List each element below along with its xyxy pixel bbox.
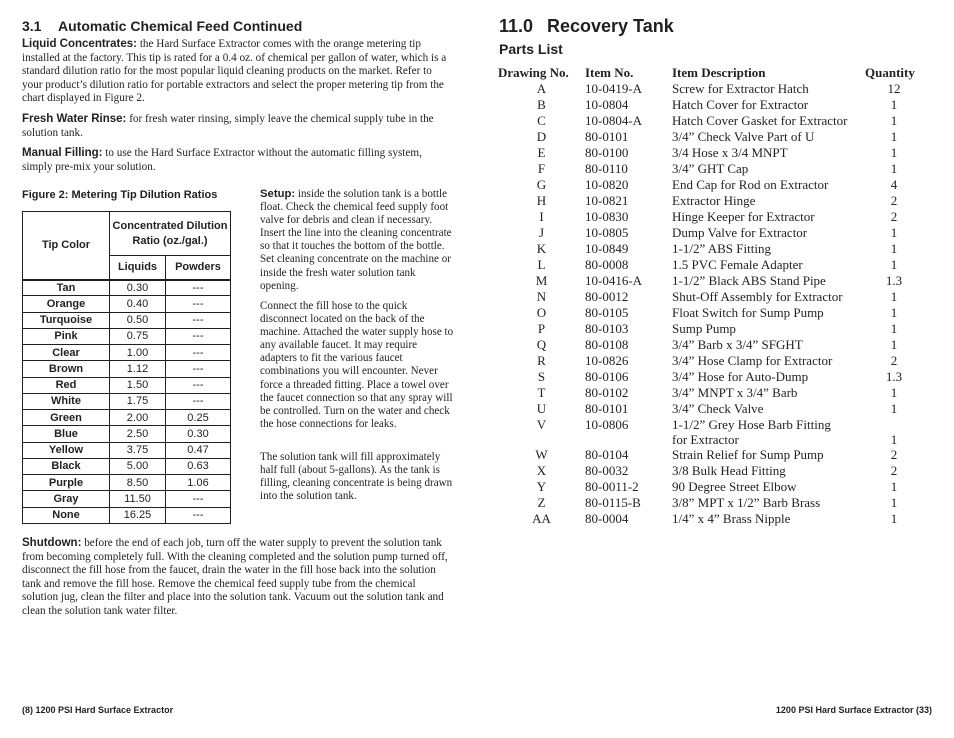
- figure-caption: Figure 2: Metering Tip Dilution Ratios: [22, 189, 218, 201]
- item-description-text: 3/4” MNPT x 3/4” Barb: [672, 385, 798, 400]
- item-description-text: Hatch Cover for Extractor: [672, 97, 809, 112]
- parts-row: [498, 145, 923, 161]
- item-description-text: Dump Valve for Extractor: [672, 225, 808, 240]
- quantity-cell: 12: [887, 81, 901, 96]
- item-description-text: 1-1/2” Black ABS Stand Pipe: [672, 273, 826, 288]
- parts-row: [498, 463, 923, 479]
- drawing-no-cell: J: [538, 225, 545, 240]
- item-description-text: 3/4 Hose x 3/4 MNPT: [672, 145, 788, 160]
- tip-color-cell: Blue: [23, 426, 110, 442]
- powders-cell: ---: [166, 296, 231, 312]
- setup-lead: Setup:: [260, 188, 296, 200]
- item-description-cell: [672, 129, 865, 145]
- left-section-number: 3.1: [22, 18, 42, 34]
- drawing-no-cell: I: [539, 209, 544, 224]
- parts-row: [498, 161, 923, 177]
- item-description-cell: [672, 369, 865, 385]
- parts-row: [498, 129, 923, 145]
- quantity-cell: 1: [890, 337, 898, 352]
- item-no-cell: 80-0101: [585, 129, 629, 144]
- liquids-cell: 5.00: [110, 458, 166, 474]
- item-no-header: Item No.: [585, 64, 634, 80]
- left-section-heading: [22, 18, 302, 34]
- parts-row: [498, 97, 923, 113]
- dilution-table-body: [23, 280, 231, 524]
- item-description-cell: [672, 113, 865, 129]
- shutdown-paragraph: [22, 537, 454, 619]
- liquids-cell: 1.00: [110, 345, 166, 361]
- item-no-cell: 80-0115-B: [585, 495, 641, 510]
- dilution-row: [23, 442, 231, 458]
- item-no-cell: 80-0100: [585, 145, 629, 160]
- item-no-cell: 80-0101: [585, 401, 629, 416]
- drawing-no-cell: W: [535, 447, 548, 462]
- powders-cell: ---: [166, 507, 231, 523]
- drawing-no-cell: Q: [536, 337, 547, 352]
- parts-row: [498, 177, 923, 193]
- item-description-text: End Cap for Rod on Extractor: [672, 177, 829, 192]
- item-no-cell: 80-0103: [585, 321, 629, 336]
- setup-paragraph: [260, 188, 456, 293]
- tip-color-cell: Clear: [23, 345, 110, 361]
- parts-row: [498, 209, 923, 225]
- quantity-cell: 1: [890, 145, 898, 160]
- item-description-cell: [672, 447, 865, 463]
- item-no-cell: 10-0830: [585, 209, 629, 224]
- item-description-cell: [672, 289, 865, 305]
- quantity-cell: 2: [890, 463, 898, 478]
- drawing-no-cell: Z: [537, 495, 546, 510]
- item-description-text: Strain Relief for Sump Pump: [672, 447, 824, 462]
- quantity-cell: 1: [890, 97, 898, 112]
- drawing-no-cell: D: [536, 129, 547, 144]
- powders-cell: ---: [166, 280, 231, 296]
- item-no-cell: 10-0821: [585, 193, 629, 208]
- parts-row: [498, 401, 923, 417]
- item-description-cell: [672, 145, 865, 161]
- dilution-row: [23, 296, 231, 312]
- parts-list-subheading: Parts List: [499, 41, 563, 57]
- quantity-cell: 2: [890, 353, 898, 368]
- item-description-text: 3/8” MPT x 1/2” Barb Brass: [672, 495, 821, 510]
- left-section-title: Automatic Chemical Feed Continued: [58, 18, 303, 34]
- tip-color-cell: Green: [23, 410, 110, 426]
- parts-row: [498, 273, 923, 289]
- parts-row: [498, 479, 923, 495]
- powders-cell: ---: [166, 312, 231, 328]
- quantity-cell: 1: [890, 385, 898, 400]
- liquids-cell: 16.25: [110, 507, 166, 523]
- dilution-row: [23, 328, 231, 344]
- powders-cell: ---: [166, 328, 231, 344]
- quantity-cell: 1.3: [885, 273, 903, 288]
- drawing-no-cell: A: [536, 81, 547, 96]
- powders-cell: 1.06: [166, 475, 231, 491]
- drawing-no-cell: U: [536, 401, 547, 416]
- dilution-row: [23, 458, 231, 474]
- item-description-cell: [672, 273, 865, 289]
- item-no-cell: 80-0108: [585, 337, 629, 352]
- dilution-row: [23, 475, 231, 491]
- liquids-cell: 3.75: [110, 442, 166, 458]
- quantity-cell: 4: [890, 177, 898, 192]
- item-no-cell: 10-0805: [585, 225, 629, 240]
- right-page-footer: 1200 PSI Hard Surface Extractor (33): [775, 705, 932, 715]
- item-description-text: 1-1/2” ABS Fitting: [672, 241, 771, 256]
- item-description-cell: [672, 353, 865, 369]
- item-no-cell: 80-0106: [585, 369, 629, 384]
- item-no-cell: 80-0104: [585, 447, 629, 462]
- dilution-row: [23, 426, 231, 442]
- liquids-cell: 1.75: [110, 393, 166, 409]
- item-description-cell: [672, 401, 865, 417]
- parts-row: [498, 511, 923, 527]
- parts-list-table: [498, 64, 923, 527]
- item-no-cell: 10-0419-A: [585, 81, 643, 96]
- quantity-cell: 1: [890, 289, 898, 304]
- setup-text: inside the solution tank is a bottle float. Check the chemical feed supply foot valve for debris and clean if necessary. Insert the line into the cleaning concentrate so that it touches the bottom of the bottle. Set cleaning concentrate on the machine or inside the fresh water solution tank opening.: [260, 188, 452, 292]
- parts-row: [498, 225, 923, 241]
- item-description-cell: [672, 479, 865, 495]
- parts-table-body: [498, 81, 923, 527]
- parts-row: [498, 447, 923, 463]
- fresh-water-rinse-lead: Fresh Water Rinse:: [22, 113, 127, 125]
- manual-filling-lead: Manual Filling:: [22, 147, 103, 159]
- quantity-cell: 1: [890, 257, 898, 272]
- item-description-cell: [672, 257, 865, 273]
- right-section-number: 11.0: [499, 16, 534, 36]
- tip-color-cell: Tan: [23, 280, 110, 296]
- drawing-no-cell: K: [536, 241, 547, 256]
- item-description-text: 1.5 PVC Female Adapter: [672, 257, 803, 272]
- item-description-cell: [672, 209, 865, 225]
- powders-cell: 0.25: [166, 410, 231, 426]
- item-no-cell: 80-0004: [585, 511, 629, 526]
- item-no-cell: 10-0806: [585, 417, 629, 432]
- item-description-cell: [672, 81, 865, 97]
- item-description-text: 3/4” Hose for Auto-Dump: [672, 369, 809, 384]
- quantity-cell: 1: [890, 241, 898, 256]
- quantity-cell: 1: [890, 321, 898, 336]
- item-description-cell: [672, 463, 865, 479]
- drawing-no-cell: F: [537, 161, 546, 176]
- item-description-cell: [672, 97, 865, 113]
- item-description-text: 90 Degree Street Elbow: [672, 479, 797, 494]
- dilution-ratio-table: [22, 211, 231, 524]
- item-description-continued: for Extractor: [672, 432, 739, 447]
- parts-row: [498, 193, 923, 209]
- liquid-concentrates-paragraph: [22, 38, 454, 106]
- item-description-cell: [672, 385, 865, 401]
- drawing-no-cell: L: [537, 257, 546, 272]
- dilution-row: [23, 345, 231, 361]
- liquids-cell: 1.50: [110, 377, 166, 393]
- item-description-text: 3/4” Hose Clamp for Extractor: [672, 353, 833, 368]
- drawing-no-cell: O: [536, 305, 547, 320]
- item-description-text: 3/4” Check Valve: [672, 401, 764, 416]
- parts-row: [498, 113, 923, 129]
- drawing-no-cell: E: [537, 145, 546, 160]
- dilution-ratio-header: Concentrated Dilution Ratio (oz./gal.): [110, 212, 231, 256]
- manual-filling-text: to use the Hard Surface Extractor without the automatic filling system, simply pre-mix your solution.: [22, 147, 422, 173]
- liquid-concentrates-text: the Hard Surface Extractor comes with the orange metering tip installed at the factory. This tip is rated for a 0.4 oz. of chemical per gallon of water, which is a standard dilution ratio for the most popular liquid cleaning products on the market. Refer to your product’s dilution ratio for portable extractors and select the proper metering tip from the chart displayed in Figure 2.: [22, 38, 447, 105]
- item-description-text: 1-1/2” Grey Hose Barb Fitting: [672, 417, 831, 432]
- powders-cell: ---: [166, 377, 231, 393]
- drawing-no-cell: B: [537, 97, 546, 112]
- dilution-row: [23, 361, 231, 377]
- quantity-cell: 1: [890, 129, 898, 144]
- quantity-cell: 1: [890, 432, 898, 447]
- liquids-cell: 0.40: [110, 296, 166, 312]
- item-description-cell: [672, 225, 865, 241]
- parts-row: [498, 417, 923, 447]
- drawing-no-cell: N: [536, 289, 547, 304]
- liquids-cell: 1.12: [110, 361, 166, 377]
- item-description-cell: [672, 177, 865, 193]
- drawing-no-cell: P: [537, 321, 546, 336]
- item-description-cell: [672, 417, 865, 447]
- drawing-no-header: Drawing No.: [498, 64, 569, 80]
- parts-row: [498, 495, 923, 511]
- quantity-cell: 2: [890, 193, 898, 208]
- liquids-cell: 11.50: [110, 491, 166, 507]
- tip-color-cell: Yellow: [23, 442, 110, 458]
- quantity-cell: 1: [890, 113, 898, 128]
- item-description-cell: [672, 321, 865, 337]
- item-description-text: 3/4” GHT Cap: [672, 161, 749, 176]
- parts-row: [498, 289, 923, 305]
- liquids-cell: 2.00: [110, 410, 166, 426]
- dilution-row: [23, 491, 231, 507]
- left-page-footer: (8) 1200 PSI Hard Surface Extractor: [22, 705, 174, 715]
- dilution-row: [23, 393, 231, 409]
- liquid-concentrates-lead: Liquid Concentrates:: [22, 38, 138, 50]
- item-description-cell: [672, 495, 865, 511]
- item-no-cell: 80-0105: [585, 305, 629, 320]
- item-description-text: Screw for Extractor Hatch: [672, 81, 809, 96]
- right-section-heading: [499, 16, 674, 37]
- quantity-header: Quantity: [865, 64, 915, 80]
- tip-color-cell: Pink: [23, 328, 110, 344]
- liquids-cell: 0.75: [110, 328, 166, 344]
- liquids-cell: 8.50: [110, 475, 166, 491]
- liquids-cell: 0.50: [110, 312, 166, 328]
- powders-cell: ---: [166, 345, 231, 361]
- drawing-no-cell: AA: [532, 511, 551, 526]
- tip-color-cell: Turquoise: [23, 312, 110, 328]
- item-description-text: 3/8 Bulk Head Fitting: [672, 463, 786, 478]
- quantity-cell: 1: [890, 401, 898, 416]
- item-description-cell: [672, 511, 865, 527]
- quantity-cell: 1: [890, 305, 898, 320]
- drawing-no-cell: C: [537, 113, 546, 128]
- item-no-cell: 10-0849: [585, 241, 629, 256]
- tip-color-cell: Orange: [23, 296, 110, 312]
- fresh-water-rinse-paragraph: [22, 113, 454, 140]
- parts-row: [498, 353, 923, 369]
- item-description-cell: [672, 161, 865, 177]
- parts-row: [498, 385, 923, 401]
- drawing-no-cell: G: [536, 177, 547, 192]
- powders-cell: ---: [166, 361, 231, 377]
- parts-row: [498, 257, 923, 273]
- tip-color-cell: Gray: [23, 491, 110, 507]
- tip-color-cell: Brown: [23, 361, 110, 377]
- powders-cell: 0.30: [166, 426, 231, 442]
- item-no-cell: 10-0416-A: [585, 273, 643, 288]
- tip-color-cell: Black: [23, 458, 110, 474]
- item-no-cell: 80-0012: [585, 289, 629, 304]
- connect-fill-hose-paragraph: Connect the fill hose to the quick disconnect located on the back of the machine. Attached the water supply hose to any available faucet. It may require adapters to fit the various faucet combinations you will encounter. Never force a threaded fitting. Place a towel over the faucet connection so that any spray will be controlled. Turn on the water and check the hose connections for leaks.: [260, 300, 454, 430]
- item-description-header: Item Description: [672, 64, 766, 80]
- liquids-cell: 0.30: [110, 280, 166, 296]
- item-description-text: Hatch Cover Gasket for Extractor: [672, 113, 848, 128]
- item-description-cell: [672, 337, 865, 353]
- tip-color-cell: Purple: [23, 475, 110, 491]
- quantity-cell: 1.3: [885, 369, 903, 384]
- drawing-no-cell: M: [535, 273, 548, 288]
- powders-cell: ---: [166, 491, 231, 507]
- item-no-cell: 80-0011-2: [585, 479, 639, 494]
- item-description-text: Extractor Hinge: [672, 193, 756, 208]
- item-description-text: Float Switch for Sump Pump: [672, 305, 824, 320]
- item-no-cell: 10-0804-A: [585, 113, 643, 128]
- quantity-cell: 2: [890, 209, 898, 224]
- quantity-cell: 1: [890, 161, 898, 176]
- drawing-no-cell: V: [536, 417, 547, 432]
- shutdown-lead: Shutdown:: [22, 537, 82, 549]
- liquids-header: Liquids: [110, 256, 166, 280]
- tip-color-cell: White: [23, 393, 110, 409]
- dilution-row: [23, 377, 231, 393]
- parts-row: [498, 241, 923, 257]
- item-description-cell: [672, 193, 865, 209]
- quantity-cell: 1: [890, 495, 898, 510]
- parts-row: [498, 321, 923, 337]
- parts-row: [498, 81, 923, 97]
- item-no-cell: 80-0032: [585, 463, 629, 478]
- dilution-row: [23, 312, 231, 328]
- item-description-cell: [672, 305, 865, 321]
- item-description-text: Sump Pump: [672, 321, 736, 336]
- item-description-text: 1/4” x 4” Brass Nipple: [672, 511, 791, 526]
- tip-color-cell: None: [23, 507, 110, 523]
- quantity-cell: 1: [890, 225, 898, 240]
- item-no-cell: 10-0826: [585, 353, 629, 368]
- drawing-no-cell: R: [537, 353, 546, 368]
- shutdown-text: before the end of each job, turn off the water supply to prevent the solution tank from becoming completely full. With the cleaning completed and the solution pump turned off, disconnect the fill hose from the faucet, drain the water in the fill hose back into the solution tank and remove the fill hose. Remove the chemical feed supply tube from the chemical solution jug, clean the filter and place into the solution tank. Vacuum out the solution tank and clean the solution tank water filter.: [22, 537, 448, 617]
- fresh-water-rinse-text: for fresh water rinsing, simply leave the chemical supply tube in the solution tank.: [22, 113, 434, 139]
- quantity-cell: 1: [890, 479, 898, 494]
- drawing-no-cell: H: [536, 193, 547, 208]
- drawing-no-cell: X: [536, 463, 547, 478]
- tip-color-header: Tip Color: [23, 212, 110, 280]
- parts-row: [498, 337, 923, 353]
- drawing-no-cell: T: [537, 385, 546, 400]
- drawing-no-cell: Y: [536, 479, 547, 494]
- tip-color-cell: Red: [23, 377, 110, 393]
- powders-cell: 0.63: [166, 458, 231, 474]
- parts-row: [498, 369, 923, 385]
- item-no-cell: 10-0804: [585, 97, 629, 112]
- drawing-no-cell: S: [537, 369, 546, 384]
- dilution-row: [23, 507, 231, 523]
- powders-cell: 0.47: [166, 442, 231, 458]
- item-description-text: 3/4” Check Valve Part of U: [672, 129, 815, 144]
- parts-row: [498, 305, 923, 321]
- item-no-cell: 80-0110: [585, 161, 628, 176]
- quantity-cell: 1: [890, 511, 898, 526]
- item-description-cell: [672, 241, 865, 257]
- dilution-row: [23, 280, 231, 296]
- item-no-cell: 80-0008: [585, 257, 629, 272]
- dilution-row: [23, 410, 231, 426]
- item-description-text: Shut-Off Assembly for Extractor: [672, 289, 843, 304]
- powders-cell: ---: [166, 393, 231, 409]
- manual-filling-paragraph: [22, 147, 454, 174]
- right-section-title: Recovery Tank: [547, 16, 674, 36]
- solution-tank-fill-paragraph: The solution tank will fill approximately half full (about 5-gallons). As the tank is filling, cleaning concentrate is being drawn into the solution tank.: [260, 451, 453, 503]
- powders-header: Powders: [166, 256, 231, 280]
- item-description-text: Hinge Keeper for Extractor: [672, 209, 815, 224]
- item-no-cell: 10-0820: [585, 177, 629, 192]
- quantity-cell: 2: [890, 447, 898, 462]
- item-no-cell: 80-0102: [585, 385, 629, 400]
- item-description-text: 3/4” Barb x 3/4” SFGHT: [672, 337, 803, 352]
- liquids-cell: 2.50: [110, 426, 166, 442]
